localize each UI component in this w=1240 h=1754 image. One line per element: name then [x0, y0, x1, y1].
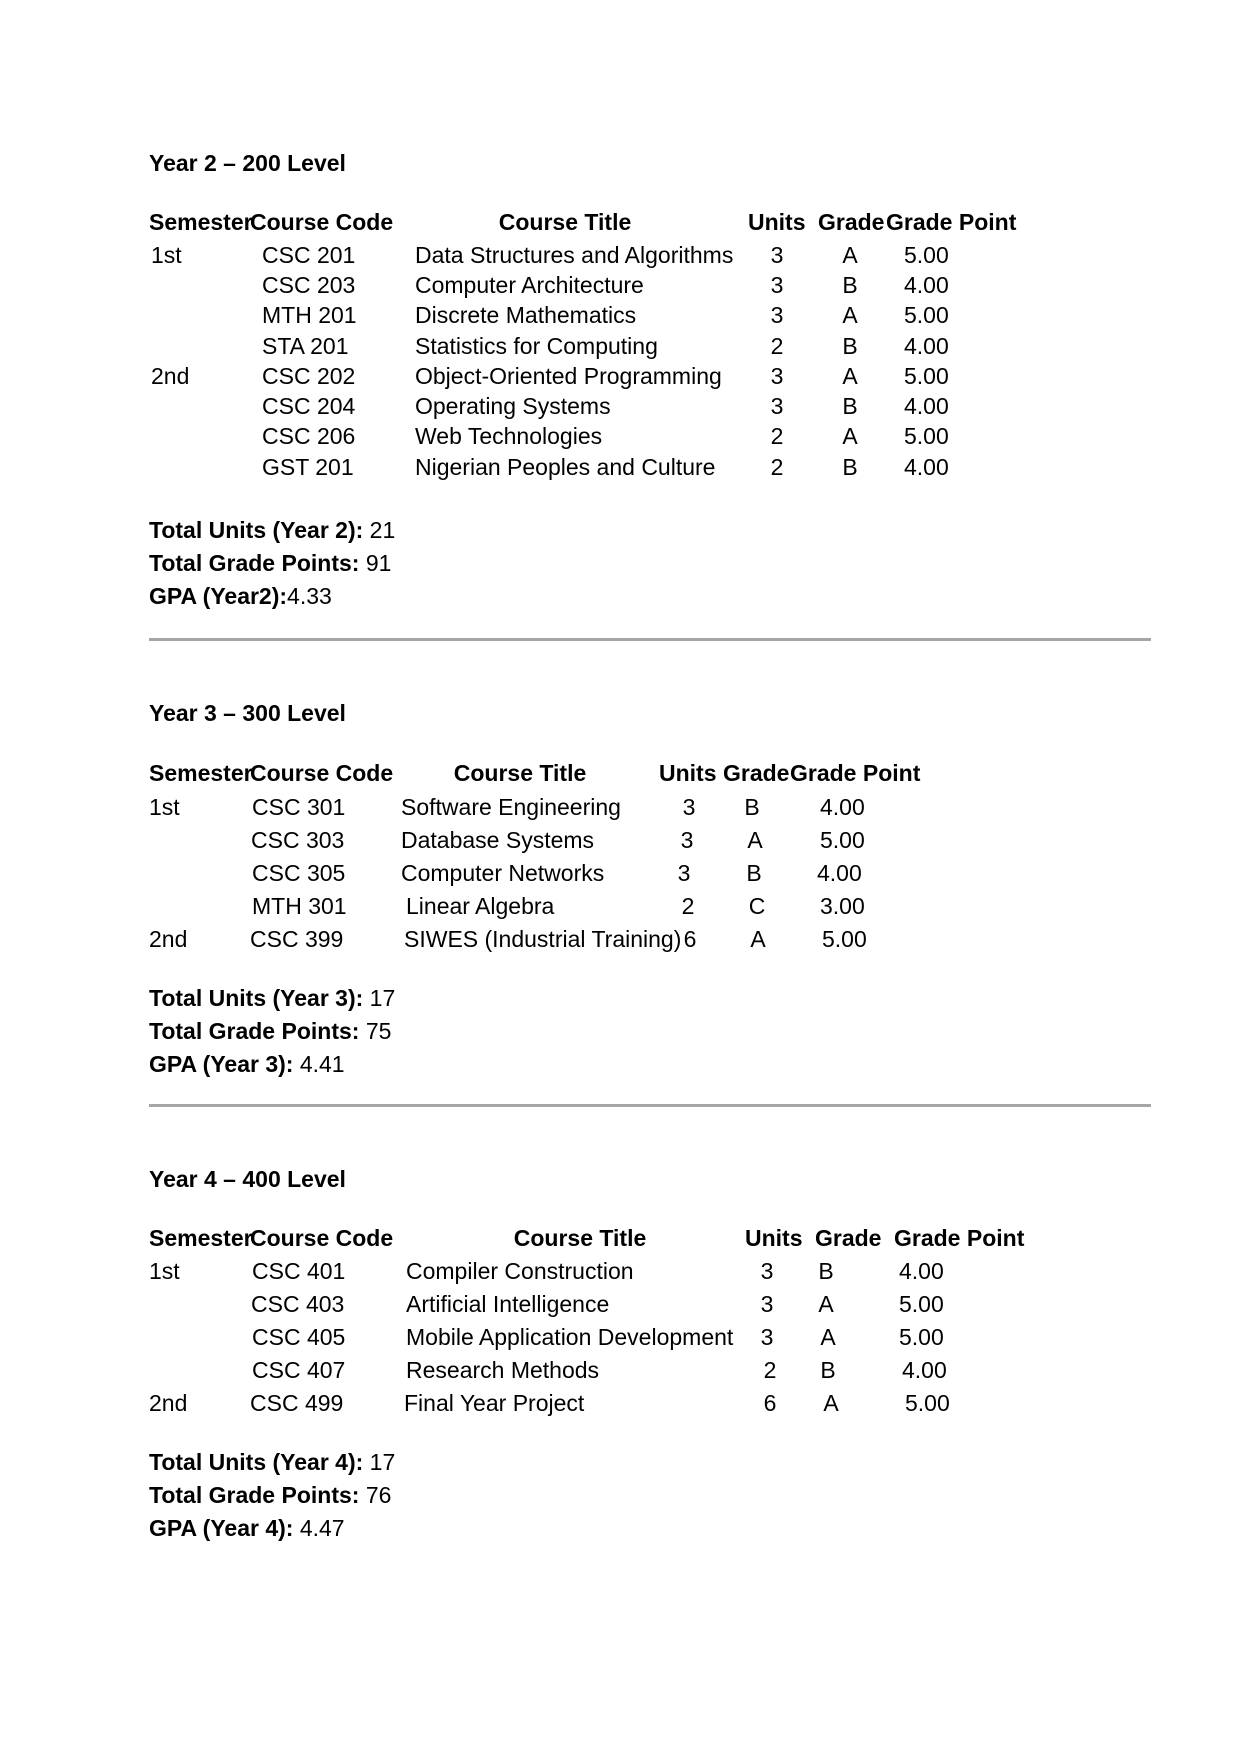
cell-grade-point: 4.00: [904, 454, 949, 480]
summary-total-grade-points: [149, 1018, 391, 1045]
table-row: [0, 1258, 1240, 1288]
summary-total-units: [149, 985, 395, 1012]
cell-course-title: Nigerian Peoples and Culture: [415, 454, 716, 480]
cell-units: 2: [770, 423, 784, 449]
summary-label: GPA (Year 3):: [149, 1051, 294, 1077]
cell-grade-point: 5.00: [899, 1291, 944, 1317]
cell-units: 3: [682, 794, 696, 820]
cell-grade-point: 4.00: [817, 860, 862, 886]
section-title: Year 3 – 300 Level: [149, 700, 346, 726]
cell-course-title: Operating Systems: [415, 393, 611, 419]
cell-grade: A: [750, 926, 766, 952]
cell-units: 3: [770, 272, 784, 298]
cell-units: 3: [770, 302, 784, 328]
table-row: [0, 333, 1240, 363]
cell-course-title: Mobile Application Development: [406, 1324, 734, 1350]
cell-units: 3: [760, 1291, 774, 1317]
cell-course-title: Computer Networks: [401, 860, 605, 886]
cell-units: 2: [770, 333, 784, 359]
cell-course-code: CSC 399: [250, 926, 344, 952]
summary-total-grade-points: [149, 1482, 391, 1509]
table-header: [0, 760, 1240, 790]
summary-label: Total Grade Points:: [149, 1482, 360, 1508]
cell-course-title: Artificial Intelligence: [406, 1291, 610, 1317]
header-units: Units: [748, 209, 806, 235]
summary-value: 17: [363, 1449, 396, 1475]
cell-units: 3: [770, 242, 784, 268]
cell-course-title: Web Technologies: [415, 423, 603, 449]
summary-value: 75: [359, 1018, 392, 1044]
table-header: [0, 1225, 1240, 1255]
header-course-code: Course Code: [250, 760, 394, 786]
cell-grade-point: 3.00: [820, 893, 865, 919]
table-row: [0, 1357, 1240, 1387]
cell-grade: B: [744, 794, 760, 820]
summary-value: 76: [359, 1482, 392, 1508]
cell-units: 3: [677, 860, 691, 886]
cell-course-title: Data Structures and Algorithms: [415, 242, 734, 268]
cell-grade-point: 4.00: [904, 272, 949, 298]
cell-units: 6: [763, 1390, 777, 1416]
cell-grade-point: 4.00: [904, 333, 949, 359]
table-row: [0, 1291, 1240, 1321]
summary-gpa: [149, 583, 332, 610]
cell-course-title: Object-Oriented Programming: [415, 363, 722, 389]
summary-label: Total Grade Points:: [149, 550, 360, 576]
summary-label: Total Units (Year 2):: [149, 517, 364, 543]
cell-course-title: Linear Algebra: [406, 893, 555, 919]
header-grade-point: Grade Point: [886, 209, 1017, 235]
cell-grade: B: [842, 333, 858, 359]
cell-grade-point: 5.00: [904, 363, 949, 389]
cell-course-code: CSC 403: [251, 1291, 345, 1317]
summary-value: 4.33: [287, 583, 332, 609]
horizontal-rule: [149, 638, 1151, 641]
cell-course-code: GST 201: [262, 454, 354, 480]
cell-grade: A: [818, 1291, 834, 1317]
cell-semester: 1st: [149, 794, 180, 820]
horizontal-rule: [149, 1104, 1151, 1107]
cell-grade-point: 5.00: [904, 302, 949, 328]
cell-grade: B: [818, 1258, 834, 1284]
table-header: [0, 209, 1240, 239]
cell-units: 2: [770, 454, 784, 480]
table-row: [0, 423, 1240, 453]
cell-course-code: CSC 303: [251, 827, 345, 853]
header-grade: Grade: [818, 209, 885, 235]
summary-value: 4.41: [293, 1051, 345, 1077]
cell-semester: 2nd: [149, 1390, 188, 1416]
cell-course-code: CSC 499: [250, 1390, 344, 1416]
table-row: [0, 272, 1240, 302]
cell-grade: B: [842, 272, 858, 298]
cell-units: 3: [770, 393, 784, 419]
section-title: Year 4 – 400 Level: [149, 1166, 346, 1192]
cell-course-title: Compiler Construction: [406, 1258, 634, 1284]
header-course-title: Course Title: [498, 209, 632, 235]
header-units: Units: [659, 760, 717, 786]
table-row: [0, 1324, 1240, 1354]
table-row: [0, 893, 1240, 923]
cell-grade: C: [748, 893, 766, 919]
cell-grade-point: 5.00: [820, 827, 865, 853]
cell-semester: 1st: [151, 242, 182, 268]
cell-course-code: CSC 204: [262, 393, 356, 419]
cell-course-title: Statistics for Computing: [415, 333, 658, 359]
summary-gpa: [149, 1051, 345, 1078]
section-title: Year 2 – 200 Level: [149, 150, 346, 176]
cell-grade: B: [820, 1357, 836, 1383]
cell-course-title: Database Systems: [401, 827, 595, 853]
cell-course-code: STA 201: [262, 333, 349, 359]
cell-grade-point: 5.00: [822, 926, 867, 952]
cell-course-code: CSC 201: [262, 242, 356, 268]
table-row: [0, 242, 1240, 272]
summary-value: 91: [359, 550, 392, 576]
table-row: [0, 827, 1240, 857]
cell-grade-point: 5.00: [904, 423, 949, 449]
cell-course-code: CSC 401: [252, 1258, 346, 1284]
table-row: [0, 454, 1240, 484]
cell-course-title: Software Engineering: [401, 794, 621, 820]
cell-course-code: CSC 203: [262, 272, 356, 298]
table-row: [0, 926, 1240, 956]
cell-units: 2: [763, 1357, 777, 1383]
table-row: [0, 363, 1240, 393]
cell-grade-point: 5.00: [899, 1324, 944, 1350]
cell-units: 3: [770, 363, 784, 389]
cell-course-code: CSC 301: [252, 794, 346, 820]
header-course-title: Course Title: [513, 1225, 647, 1251]
cell-grade: B: [842, 454, 858, 480]
cell-grade-point: 4.00: [902, 1357, 947, 1383]
header-grade-point: Grade Point: [790, 760, 921, 786]
cell-course-code: MTH 201: [262, 302, 357, 328]
cell-course-title: Research Methods: [406, 1357, 600, 1383]
summary-label: Total Grade Points:: [149, 1018, 360, 1044]
summary-value: 17: [363, 985, 396, 1011]
cell-units: 6: [683, 926, 697, 952]
cell-units: 3: [760, 1324, 774, 1350]
cell-grade: B: [842, 393, 858, 419]
cell-grade-point: 5.00: [905, 1390, 950, 1416]
cell-grade: A: [842, 423, 858, 449]
header-grade: Grade: [815, 1225, 882, 1251]
cell-course-code: CSC 305: [252, 860, 346, 886]
cell-grade-point: 4.00: [904, 393, 949, 419]
summary-total-grade-points: [149, 550, 391, 577]
cell-semester: 1st: [149, 1258, 180, 1284]
cell-grade-point: 5.00: [904, 242, 949, 268]
cell-course-code: CSC 407: [252, 1357, 346, 1383]
cell-grade-point: 4.00: [899, 1258, 944, 1284]
cell-units: 3: [680, 827, 694, 853]
cell-semester: 2nd: [151, 363, 190, 389]
cell-grade-point: 4.00: [820, 794, 865, 820]
header-course-code: Course Code: [250, 1225, 394, 1251]
table-row: [0, 393, 1240, 423]
summary-total-units: [149, 517, 395, 544]
header-semester: Semester: [149, 1225, 253, 1251]
cell-units: 3: [760, 1258, 774, 1284]
header-course-title: Course Title: [453, 760, 587, 786]
header-course-code: Course Code: [250, 209, 394, 235]
summary-gpa: [149, 1515, 345, 1542]
header-grade: Grade: [723, 760, 790, 786]
cell-course-title: Final Year Project: [404, 1390, 585, 1416]
header-grade-point: Grade Point: [894, 1225, 1025, 1251]
cell-course-code: CSC 405: [252, 1324, 346, 1350]
summary-total-units: [149, 1449, 395, 1476]
summary-label: GPA (Year2):: [149, 583, 288, 609]
cell-grade: A: [747, 827, 763, 853]
cell-grade: A: [842, 363, 858, 389]
table-row: [0, 860, 1240, 890]
cell-grade: A: [820, 1324, 836, 1350]
cell-course-title: SIWES (Industrial Training): [404, 926, 682, 952]
summary-label: Total Units (Year 3):: [149, 985, 364, 1011]
summary-value: 4.47: [293, 1515, 345, 1541]
header-semester: Semester: [149, 209, 253, 235]
cell-course-title: Discrete Mathematics: [415, 302, 637, 328]
table-row: [0, 302, 1240, 332]
cell-semester: 2nd: [149, 926, 188, 952]
cell-grade: A: [823, 1390, 839, 1416]
summary-label: GPA (Year 4):: [149, 1515, 294, 1541]
header-semester: Semester: [149, 760, 253, 786]
cell-course-title: Computer Architecture: [415, 272, 644, 298]
cell-grade: A: [842, 242, 858, 268]
cell-grade: A: [842, 302, 858, 328]
cell-course-code: MTH 301: [252, 893, 347, 919]
summary-label: Total Units (Year 4):: [149, 1449, 364, 1475]
cell-grade: B: [746, 860, 762, 886]
cell-course-code: CSC 202: [262, 363, 356, 389]
table-row: [0, 794, 1240, 824]
header-units: Units: [745, 1225, 803, 1251]
summary-value: 21: [363, 517, 396, 543]
cell-course-code: CSC 206: [262, 423, 356, 449]
cell-units: 2: [681, 893, 695, 919]
table-row: [0, 1390, 1240, 1420]
